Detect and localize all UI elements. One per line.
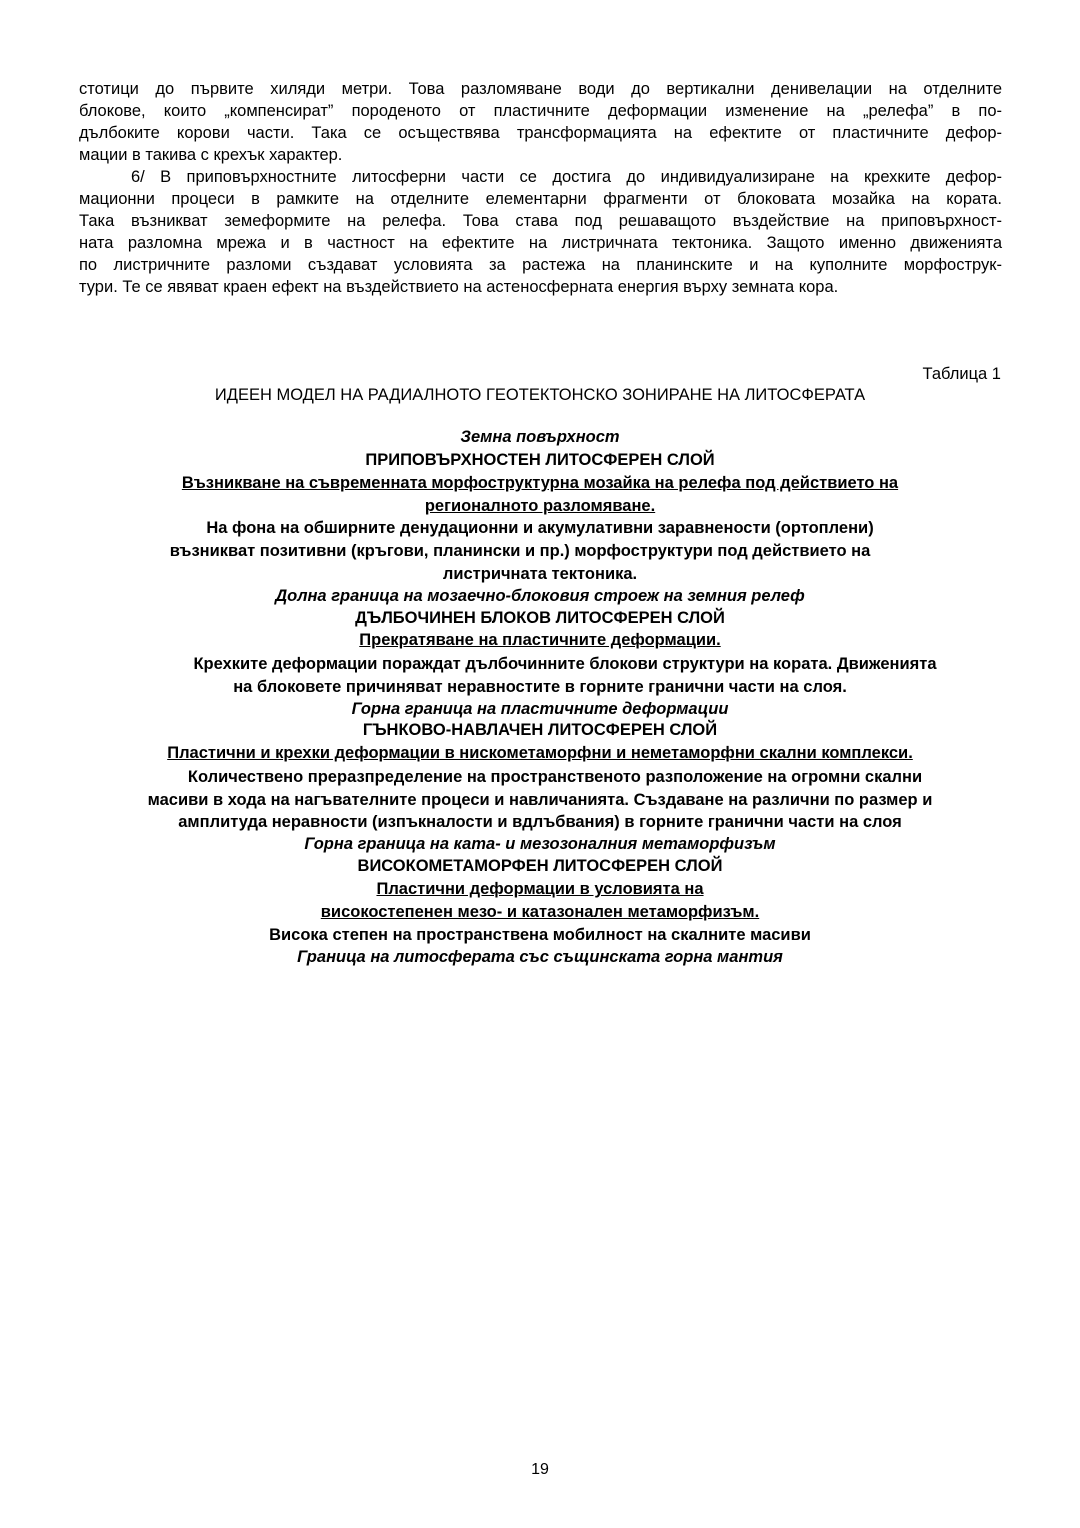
body-line: стотици до първите хиляди метри. Това разломяване води до вертикални денивелации на отделните (79, 80, 1002, 98)
layer-description: амплитуда неравности (изпъкналости и вдлъбвания) в горните гранични части на слоя (178, 813, 902, 831)
layer-heading: ДЪЛБОЧИНЕН БЛОКОВ ЛИТОСФЕРЕН СЛОЙ (355, 609, 725, 627)
layer-description: Количествено преразпределение на пространственото разположение на огромни скални (187, 768, 923, 786)
layer-description: масиви в хода на нагъвателните процеси и навличанията. Създаване на различни по размер и (147, 791, 933, 809)
layer-process: високостепенен мезо- и катазонален метаморфизъм. (320, 903, 760, 921)
layer-process: Прекратяване на пластичните деформации. (359, 631, 721, 649)
boundary-label: Долна граница на мозаечно-блоковия строеж на земния релеф (275, 587, 805, 605)
page-number: 19 (531, 1461, 549, 1478)
layer-process: регионалното разломяване. (424, 497, 656, 515)
boundary-label: Земна повърхност (460, 428, 620, 446)
table-label: Таблица 1 (922, 365, 1001, 383)
layer-description: На фона на обширните денудационни и акумулативни заравнености (ортоплени) (206, 519, 874, 537)
layer-description: на блоковете причиняват неравностите в горните гранични части на слоя. (233, 678, 847, 696)
body-line: тури. Те се явяват краен ефект на въздействието на астеносферната енергия върху земната кора. (79, 278, 839, 296)
boundary-label: Граница на литосферата със същинската горна мантия (297, 948, 783, 966)
layer-heading: ГЪНКОВО-НАВЛАЧЕН ЛИТОСФЕРЕН СЛОЙ (362, 721, 718, 739)
body-line: ната разломна мрежа и в частност на ефектите на листричната тектоника. Защото именно движенията (79, 234, 1002, 252)
boundary-label: Горна граница на пластичните деформации (351, 700, 729, 718)
layer-description: листричната тектоника. (442, 565, 638, 583)
layer-heading: ПРИПОВЪРХНОСТЕН ЛИТОСФЕРЕН СЛОЙ (365, 451, 715, 469)
body-line: дълбоките корови части. Така се осъществява трансформацията на ефектите от пластичните дефор- (79, 124, 1002, 142)
layer-description: Крехките деформации пораждат дълбочинните блокови структури на кората. Движенията (193, 655, 937, 673)
body-line: 6/ В приповърхностните литосферни части се достига до индивидуализиране на крехките дефор- (131, 168, 1002, 186)
table-title: ИДЕЕН МОДЕЛ НА РАДИАЛНОТО ГЕОТЕКТОНСКО ЗОНИРАНЕ НА ЛИТОСФЕРАТА (214, 386, 866, 404)
layer-heading: ВИСОКОМЕТАМОРФЕН ЛИТОСФЕРЕН СЛОЙ (357, 857, 723, 875)
layer-process: Пластични и крехки деформации в нискометаморфни и неметаморфни скални комплекси. (167, 744, 913, 762)
layer-description: възникват позитивни (кръгови, планински и пр.) морфоструктури под действието на (169, 542, 871, 560)
layer-process: Пластични деформации в условията на (376, 880, 704, 898)
body-line: мационни процеси в рамките на отделните елементарни фрагменти от блоковата мозайка на кората. (79, 190, 1002, 208)
boundary-label: Горна граница на ката- и мезозоналния метаморфизъм (304, 835, 776, 853)
body-line: Така възникват земеформите на релефа. Това става под решаващото въздействие на приповърхност- (79, 212, 1002, 230)
layer-description: Висока степен на пространствена мобилност на скалните масиви (269, 926, 811, 944)
layer-process: Възникване на съвременната морфоструктурна мозайка на релефа под действието на (181, 474, 899, 492)
body-line: блокове, които „компенсират” породеното от пластичните деформации изменение на „релефа” в по- (79, 102, 1002, 120)
body-line: мации в такива с крехък характер. (79, 146, 343, 164)
body-line: по листричните разломи създават условията за растежа на планинските и на куполните морфострук- (79, 256, 1002, 274)
